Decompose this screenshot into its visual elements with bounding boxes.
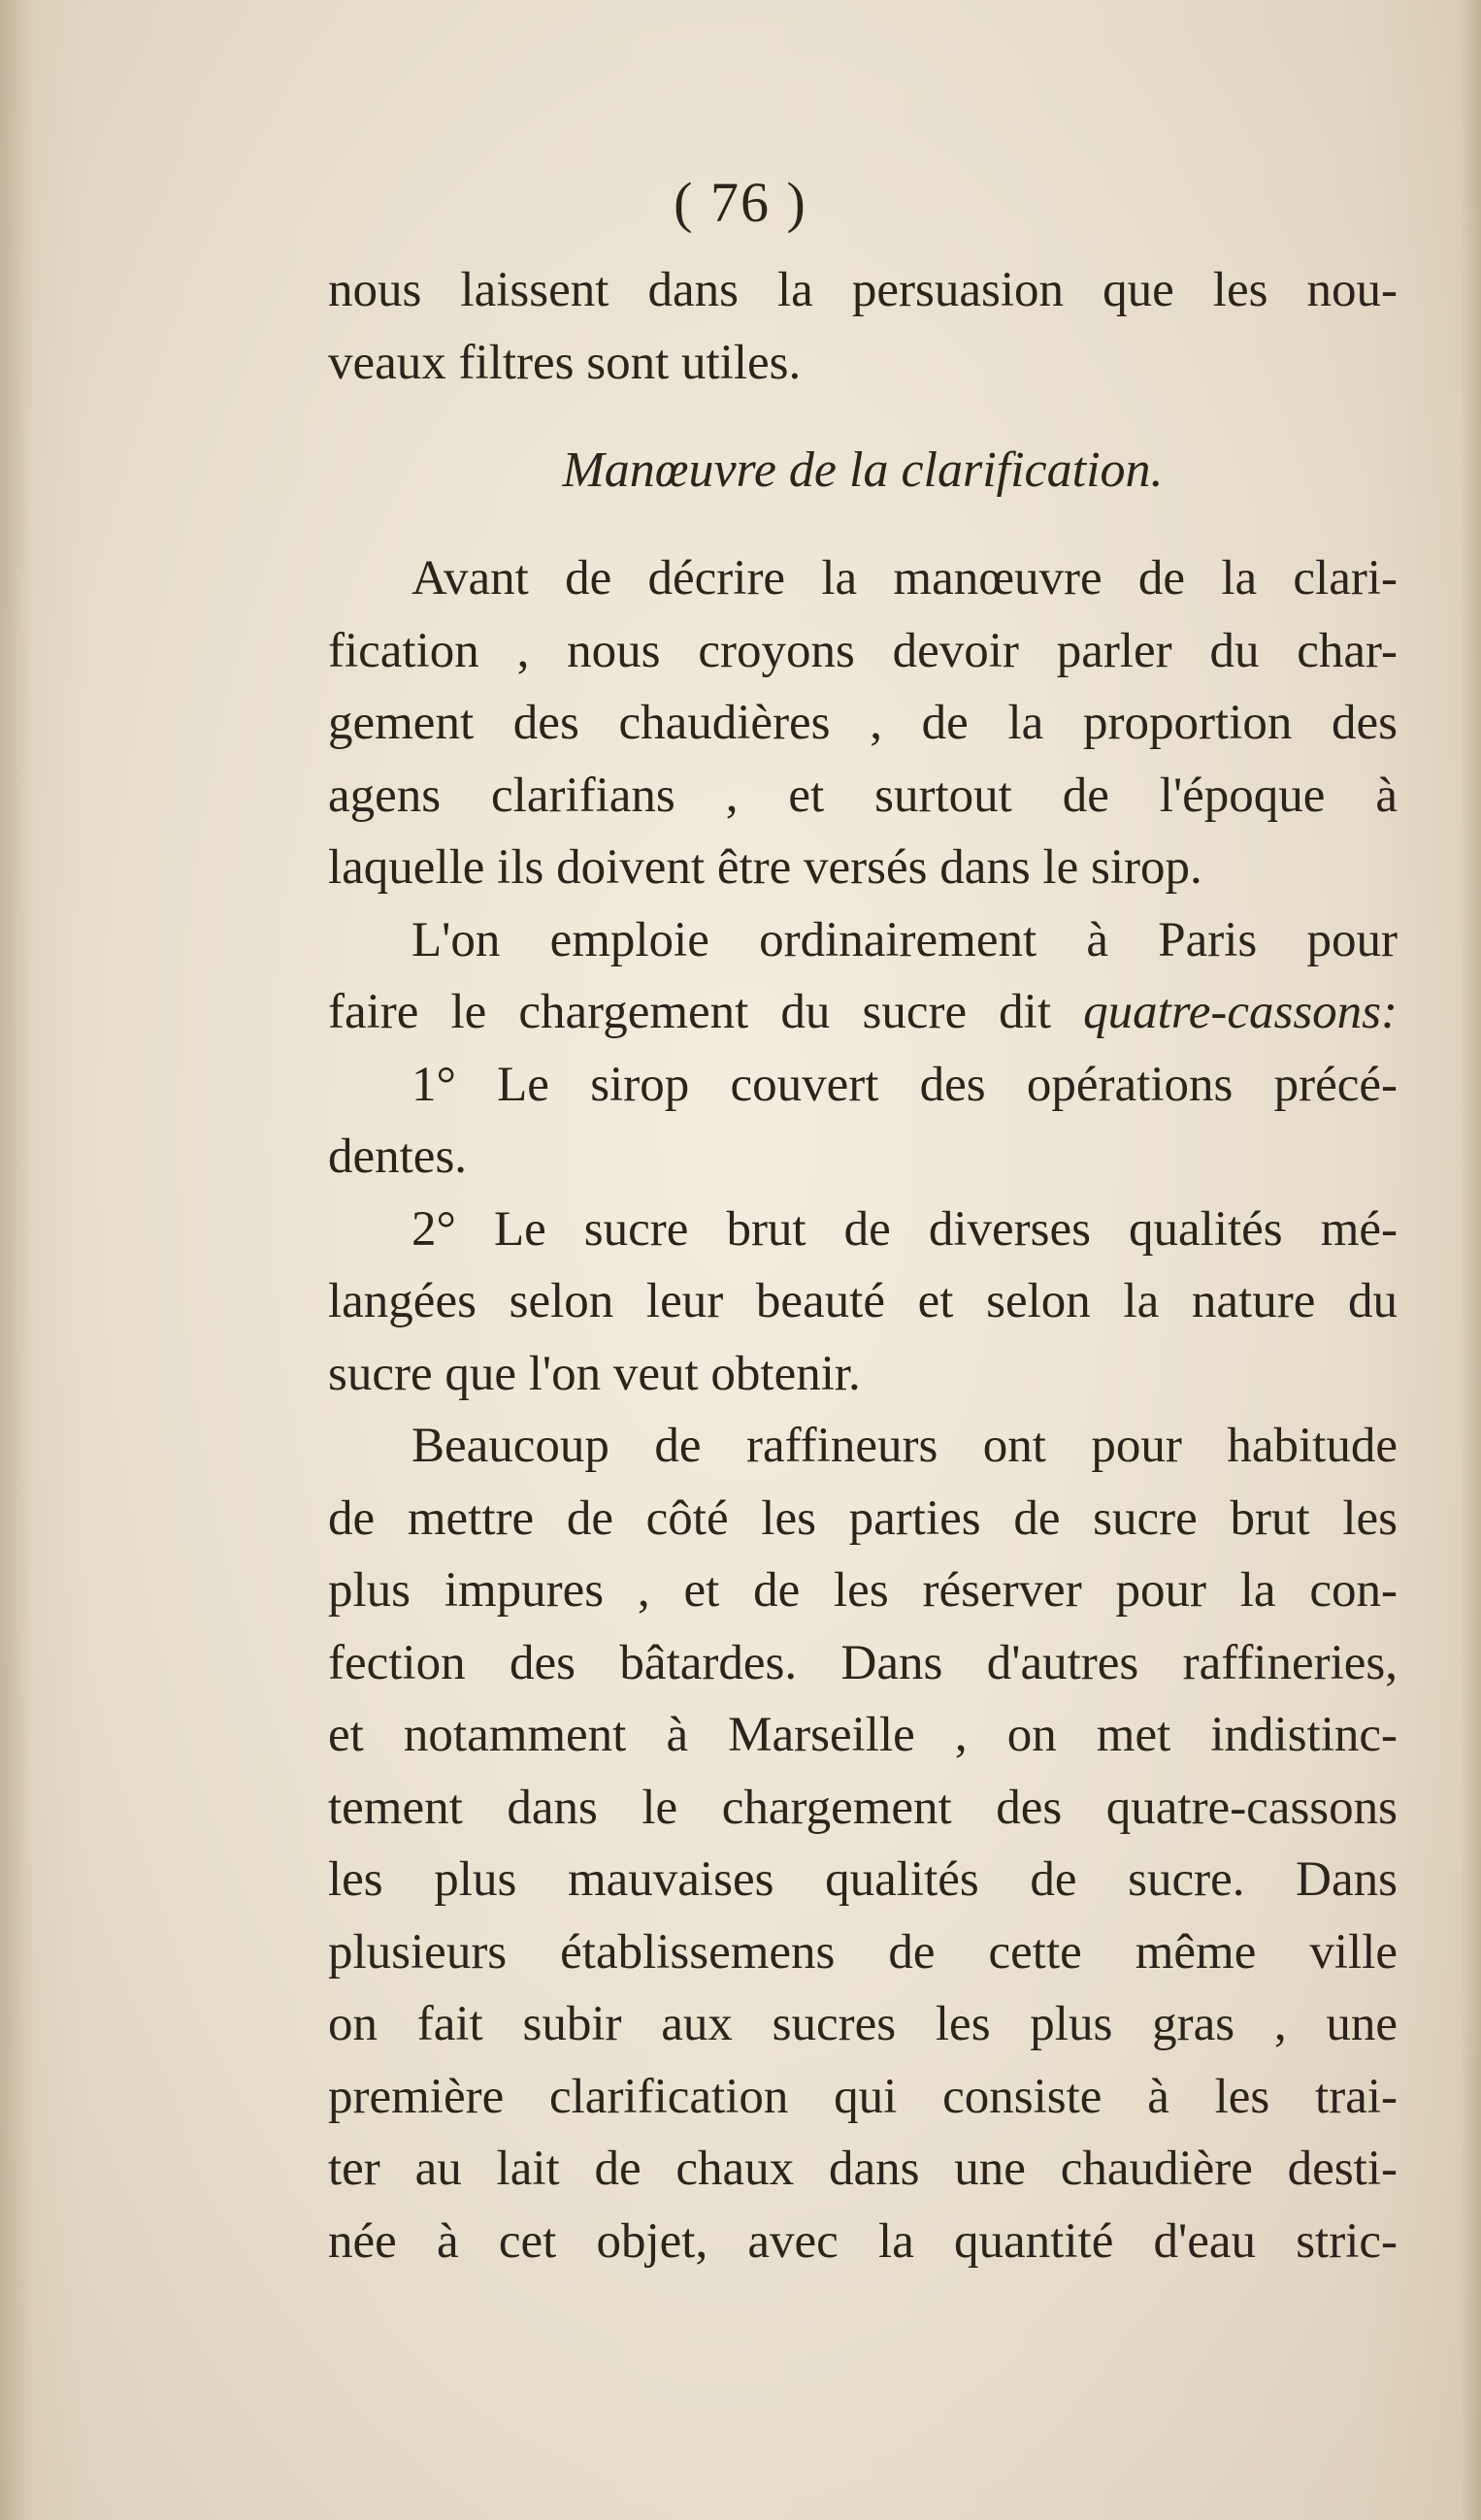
text-line: laquelle ils doivent être versés dans le sirop.	[328, 840, 1202, 895]
text-line: plus impures , et de les réserver pour la con-	[328, 1563, 1398, 1618]
text-line: gement des chaudières , de la proportion des	[328, 696, 1398, 750]
text-line: agens clarifians , et surtout de l'époque à	[328, 768, 1398, 823]
list-item-line: sucre que l'on veut obtenir.	[328, 1346, 861, 1401]
text-line: de mettre de côté les parties de sucre brut les	[328, 1490, 1398, 1546]
text-line: nous laissent dans la persuasion que les nou-	[328, 263, 1398, 317]
page-number: ( 76 )	[674, 171, 807, 234]
text-line: on fait subir aux sucres les plus gras , une	[328, 1997, 1398, 2051]
text-line: les plus mauvaises qualités de sucre. Dans	[328, 1852, 1398, 1907]
text-line: fication , nous croyons devoir parler du char-	[328, 623, 1398, 678]
text-line: Beaucoup de raffineurs ont pour habitude	[411, 1419, 1398, 1473]
list-item-line: dentes.	[328, 1129, 468, 1184]
text-line: veaux filtres sont utiles.	[328, 335, 802, 390]
page-text	[328, 254, 1398, 2277]
text-line: L'on emploie ordinairement à Paris pour	[411, 912, 1398, 967]
section-heading: Manœuvre de la clarification.	[562, 442, 1164, 498]
text-line: Avant de décrire la manœuvre de la clari-	[411, 551, 1398, 605]
text-line: née à cet objet, avec la quantité d'eau stric-	[328, 2213, 1398, 2269]
text-line: première clarification qui consiste à les trai-	[328, 2069, 1398, 2124]
list-item-line: 2° Le sucre brut de diverses qualités mé-	[411, 1201, 1398, 1257]
list-item-line: langées selon leur beauté et selon la nature du	[328, 1274, 1398, 1328]
italic-term: quatre-cassons:	[1083, 985, 1398, 1039]
text-line: et notamment à Marseille , on met indistinc-	[328, 1708, 1398, 1762]
page-left-edge-shadow	[0, 0, 33, 2520]
page-right-edge-shadow	[1460, 0, 1481, 2520]
list-item-line: 1° Le sirop couvert des opérations précé-	[411, 1057, 1398, 1112]
text-line: plusieurs établissemens de cette même ville	[328, 1924, 1398, 1980]
text-line: tement dans le chargement des quatre-cassons	[328, 1780, 1398, 1835]
text-line: ter au lait de chaux dans une chaudière desti-	[328, 2142, 1398, 2196]
text-line	[328, 976, 1398, 1049]
text-line: fection des bâtardes. Dans d'autres raffineries,	[328, 1635, 1398, 1690]
text-segment: faire le chargement du sucre dit	[328, 985, 1084, 1039]
